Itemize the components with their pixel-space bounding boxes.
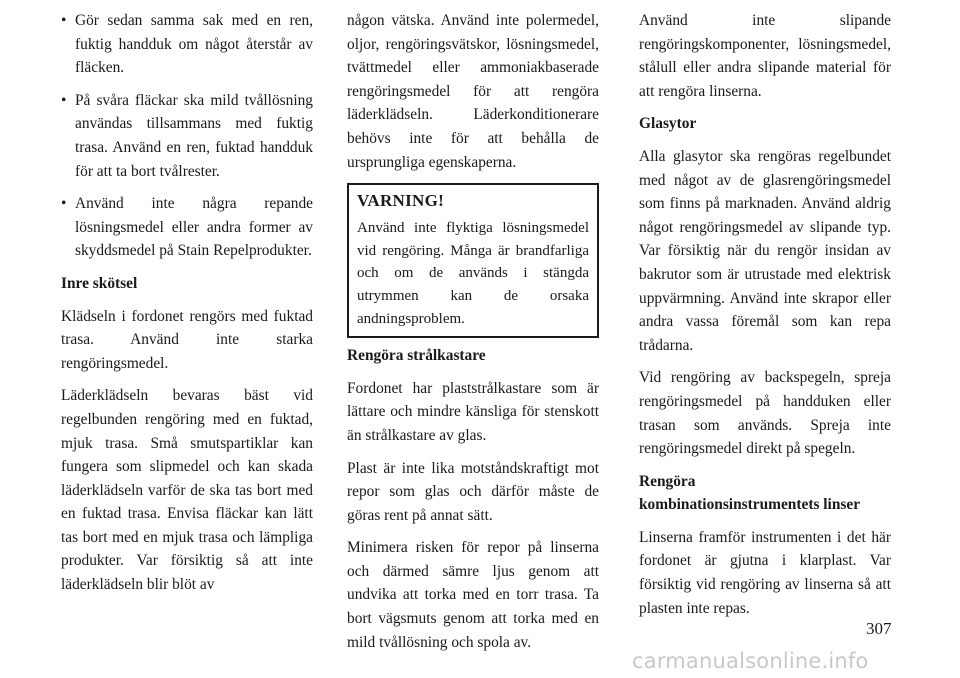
column-3 xyxy=(639,9,891,629)
heading-rengora-kombinationsinstrument xyxy=(639,470,891,517)
paragraph: Använd inte slipande rengöringskomponenter, lösningsmedel, stålull eller andra slipande material för att rengöra linserna. xyxy=(639,12,891,100)
paragraph: Fordonet har plaststrålkastare som är lättare och mindre känsliga för stenskott än strålkastare av glas. xyxy=(347,379,599,444)
paragraph: Linserna framför instrumenten i det här fordonet är gjutna i klarplast. Var försiktig vid rengöring av linserna så att plasten inte repas. xyxy=(639,528,891,617)
heading-line-1: Rengöra xyxy=(639,472,696,490)
paragraph: Minimera risken för repor på linserna och därmed sämre ljus genom att undvika att torka med en torr trasa. Ta bort vägsmuts genom att torka med en mild tvållösning och spola av. xyxy=(347,539,599,651)
list-item-text: På svåra fläckar ska mild tvållösning användas tillsammans med fuktig trasa. Använd en ren, fuktad handduk för att ta bort tvålrester. xyxy=(75,91,313,180)
column-1 xyxy=(61,9,313,606)
list-item xyxy=(61,89,313,183)
list-item xyxy=(61,192,313,263)
page-number: 307 xyxy=(866,619,892,638)
heading-line-2: kombinationsinstrumentets linser xyxy=(639,496,861,514)
paragraph: Klädseln i fordonet rengörs med fuktad trasa. Använd inte starka rengöringsmedel. xyxy=(61,307,313,372)
warning-title: VARNING! xyxy=(357,191,445,211)
list-item-text: Gör sedan samma sak med en ren, fuktig handduk om något återstår av fläcken. xyxy=(75,12,313,77)
paragraph: Plast är inte lika motståndskraftigt mot repor som glas och därför måste de göras rent på annat sätt. xyxy=(347,459,599,524)
watermark: carmanualsonline.info xyxy=(632,649,869,673)
paragraph: Läderklädseln bevaras bäst vid regelbunden rengöring med en fuktad, mjuk trasa. Små smutspartiklar kan fungera som slipmedel och kan skada läderklädseln varför de ska tas bort med en fuktad trasa. Envisa fläckar kan lätt tas bort med en mjuk trasa och lämpliga produkter. Var försiktig så att inte läderklädseln blir blöt av xyxy=(61,387,313,594)
list-item xyxy=(61,9,313,80)
bullet-icon: • xyxy=(61,91,67,109)
bullet-list xyxy=(61,9,313,263)
heading-inre-skotsel: Inre skötsel xyxy=(61,274,138,292)
paragraph: någon vätska. Använd inte polermedel, oljor, rengöringsvätskor, lösningsmedel, tvättmedel eller ammoniakbaserade rengöringsmedel för att rengöra läderklädseln. Läderkonditionerare behövs inte för att behålla de ursprungliga egenskaperna. xyxy=(347,12,599,171)
paragraph: Alla glasytor ska rengöras regelbundet med något av de glasrengöringsmedel som finns på marknaden. Använd aldrig något rengöringsmedel av slipande typ. Var försiktig när du rengör insidan av bakrutor som är utrustade med elektrisk uppvärmning. Använd inte skrapor eller andra vassa föremål som kan repa trådarna. xyxy=(639,147,891,354)
heading-rengora-stralkastare: Rengöra strålkastare xyxy=(347,347,486,365)
column-2 xyxy=(347,9,599,663)
bullet-icon: • xyxy=(61,12,67,29)
paragraph: Vid rengöring av backspegeln, spreja rengöringsmedel på handduken eller trasan som används. Spreja inte rengöringsmedel direkt på spegeln. xyxy=(639,369,891,458)
bullet-icon: • xyxy=(61,195,67,213)
warning-text: Använd inte flyktiga lösningsmedel vid rengöring. Många är brandfarliga och om de används i stängda utrymmen kan de orsaka andningsproblem. xyxy=(357,220,589,327)
heading-glasytor: Glasytor xyxy=(639,115,697,133)
list-item-text: Använd inte några repande lösningsmedel eller andra former av skyddsmedel på Stain Repelprodukter. xyxy=(75,195,313,260)
warning-box xyxy=(347,183,599,338)
